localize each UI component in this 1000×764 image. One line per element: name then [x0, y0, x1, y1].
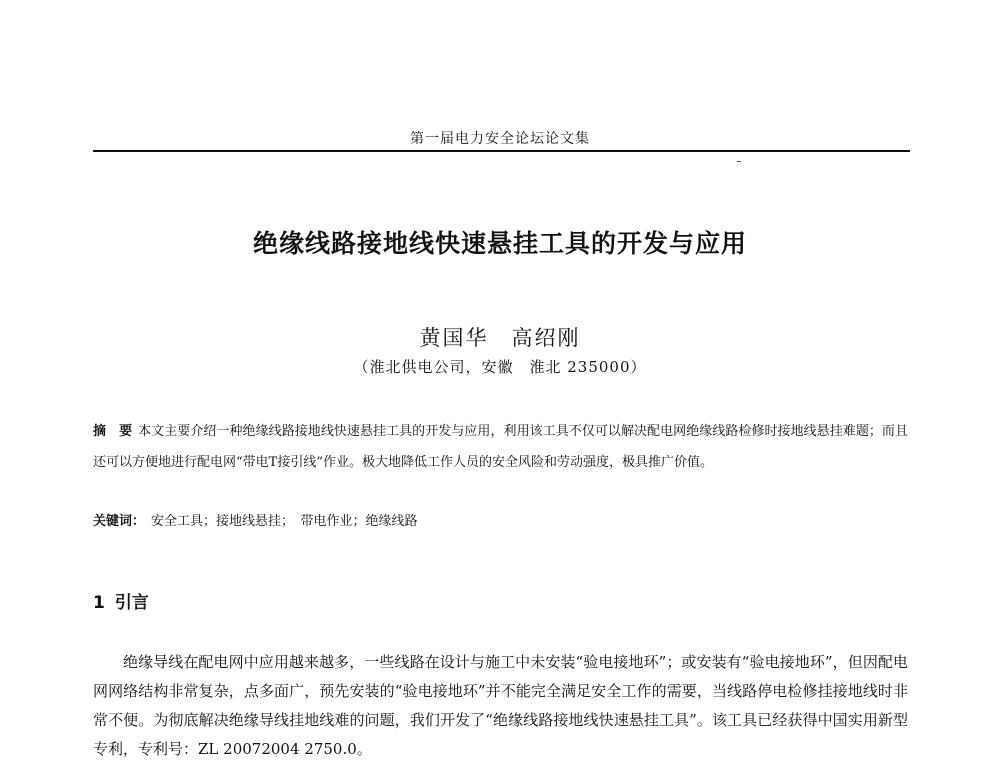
running-header: 第一届电力安全论坛论文集 [410, 131, 590, 147]
keywords [93, 510, 908, 529]
section-heading [93, 588, 149, 613]
abstract-text: 本文主要介绍一种绝缘线路接地线快速悬挂工具的开发与应用，利用该工具不仅可以解决配电网绝缘线路检修时接地线悬挂难题；而且还可以方便地进行配电网“带电T接引线”作业。极大地降低工作人员的安全风险和劳动强度，极具推广价值。 [93, 424, 908, 470]
stray-mark [737, 161, 741, 162]
header-rule [93, 150, 910, 152]
paper-title: 绝缘线路接地线快速悬挂工具的开发与应用 [252, 229, 747, 258]
intro-paragraph: 绝缘导线在配电网中应用越来越多，一些线路在设计与施工中未安装“验电接地环”；或安装有“验电接地环”，但因配电网网络结构非常复杂，点多面广，预先安装的“验电接地环”并不能完全满足安全工作的需要，当线路停电检修挂接地线时非常不便。为彻底解决绝缘导线挂地线难的问题，我们开发了“绝缘线路接地线快速悬挂工具”。该工具已经获得中国实用新型专利，专利号：ZL 20072004 2750.0。 [93, 653, 908, 758]
section-number: 1 [93, 593, 105, 613]
keywords-text: 安全工具；接地线悬挂； 带电作业；绝缘线路 [151, 514, 418, 529]
paper-authors: 黄国华 高绍刚 [419, 326, 581, 350]
section-title: 引言 [114, 593, 149, 613]
paper-affiliation: （淮北供电公司，安徽 淮北 235000） [353, 358, 647, 376]
abstract [93, 416, 908, 478]
keywords-label: 关键词： [93, 514, 146, 529]
abstract-label: 摘 要 [93, 424, 133, 439]
